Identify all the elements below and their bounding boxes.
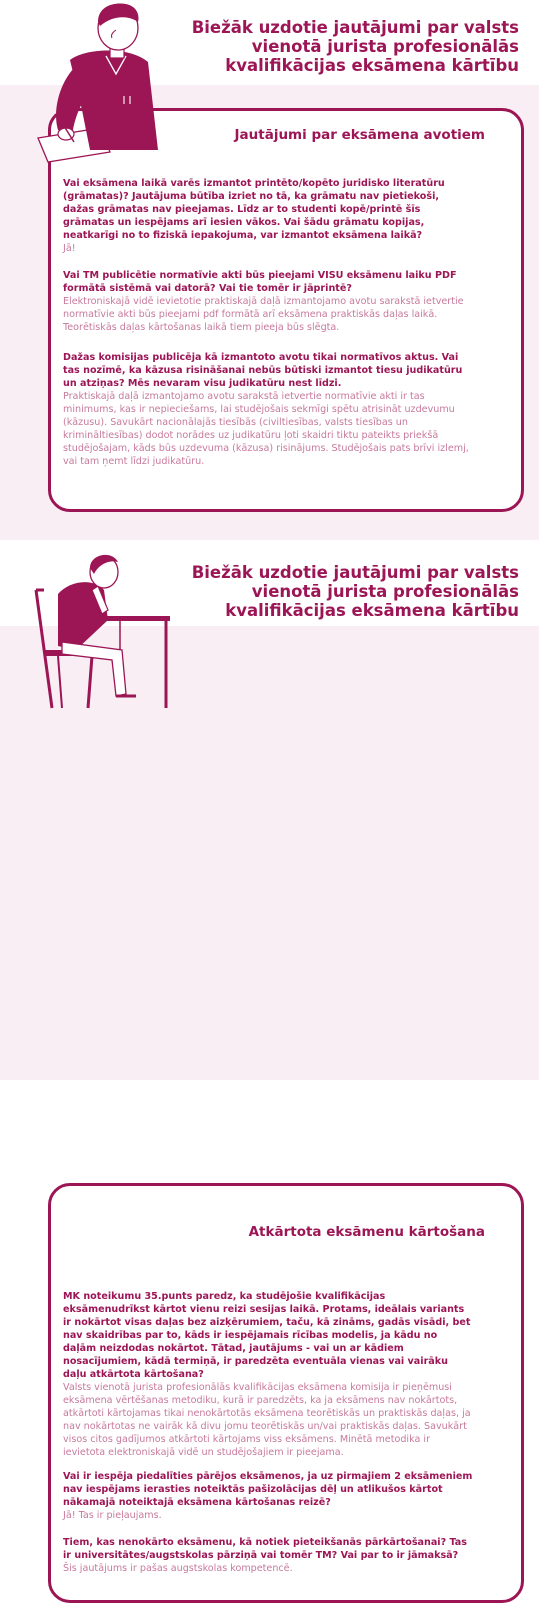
question-text: MK noteikumu 35.punts paredz, ka studējošie kvalifikācijas eksāmenudrīkst kārtot vienu reizi sesijas laikā. Protams, ideālais variants ir nokārtot visas daļas bez aizķērumiem, taču, kā zināms, gadās visādi, bet nav skaidrības par to, kāds ir iespējamais rīcības modelis, ja kādu no daļām neizdodas nokārtot. Tātad, jautājums - vai un ar kādiem nosacījumiem, kādā termiņā, ir paredzēta eventuāla vienas vai vairāku daļu atkārtota kārtošana?	[63, 1291, 471, 1380]
question-text: Vai eksāmena laikā varēs izmantot printēto/kopēto juridisko literatūru (grāmatas)? Jautājuma būtība izriet no tā, ka grāmatu nav pietiekoši, dažas grāmatas nav pieejamas. Līdz ar to studenti kopē/printē šīs grāmatas un iespējams arī iesien vākos. Vai šādu grāmatu kopijas, neatkarīgi no to fiziskā iepakojuma, var izmantot eksāmena laikā?	[63, 178, 445, 241]
question-text: Vai ir iespēja piedalīties pārējos eksāmenos, ja uz pirmajiem 2 eksāmeniem nav iespējams ierasties noteiktās pašizolācijas dēļ un atlikušos kārtot nākamajā noteiktajā eksāmena kārtošanas reizē?	[63, 1471, 473, 1508]
question-text: Tiem, kas nenokārto eksāmenu, kā notiek pieteikšanās pārkārtošanai? Tas ir universitātes/augstskolas pārziņā vai tomēr TM? Vai par to ir jāmaksā?	[63, 1537, 467, 1561]
card-title: Jautājumi par eksāmena avotiem	[234, 127, 485, 143]
heading-line: vienotā jurista profesionālās	[251, 37, 519, 56]
faq-item	[63, 177, 473, 255]
heading-line: kvalifikācijas eksāmena kārtību	[225, 56, 519, 75]
page-heading	[159, 563, 519, 620]
answer-text: Šis jautājums ir pašas augstskolas kompetencē.	[63, 1563, 293, 1574]
faq-item	[63, 351, 473, 468]
faq-card	[48, 108, 524, 512]
answer-text: Jā!	[63, 243, 76, 254]
faq-item	[63, 1470, 473, 1522]
answer-text: Praktiskajā daļā izmantojamo avotu sarakstā ietvertie normatīvie akti ir tas minimums, kas ir nepieciešams, lai studējošais sekmīgi spētu atrisināt uzdevumu (kāzusu). Savukārt nacionālajās tiesībās (civiltiesības, valsts tiesības un krimināltiesības) dodot norādes uz judikatūru ļoti skaidri tiktu pateikts priekšā studējošajam, kāds būs uzdevuma (kāzusa) risinājums. Studējošais pats brīvi izlemj, vai tam ņemt līdzi judikatūru.	[63, 391, 469, 467]
answer-text: Jā! Tas ir pieļaujams.	[63, 1510, 162, 1521]
student-at-desk-illustration	[22, 550, 172, 710]
question-text: Dažas komisijas publicēja kā izmantoto avotu tikai normatīvos aktus. Vai tas nozīmē, ka kāzusa risināšanai nebūs būtiski izmantot tiesu judikatūru un atziņas? Mēs nevaram visu judikatūru nest līdzi.	[63, 352, 463, 389]
faq-card	[48, 1183, 524, 1603]
answer-text: Valsts vienotā jurista profesionālās kvalifikācijas eksāmena komisija ir pieņēmusi eksāmena vērtēšanas metodiku, kurā ir paredzēts, ka ja eksāmens nav nokārtots, atkārtoti kārtojamas tikai nenokārtotās eksāmena teorētiskās un praktiskās daļas, ja nav nokārtotas ne vairāk kā divu jomu teorētiskās un/vai praktiskās daļas. Savukārt visos citos gadījumos atkārtoti kārtojams viss eksāmens. Minētā metodika ir ievietota elektroniskajā vidē un studējošajiem ir pieejama.	[63, 1382, 471, 1458]
man-writing-illustration	[30, 0, 170, 165]
heading-line: Biežāk uzdotie jautājumi par valsts	[191, 18, 519, 37]
faq-item	[63, 1536, 473, 1575]
question-text: Vai TM publicētie normatīvie akti būs pieejami VISU eksāmenu laiku PDF formātā sistēmā vai datorā? Vai tie tomēr ir jāprintē?	[63, 270, 457, 294]
card-title: Atkārtota eksāmenu kārtošana	[248, 1224, 485, 1240]
faq-item	[63, 1290, 473, 1459]
page-heading	[159, 18, 519, 75]
heading-line: kvalifikācijas eksāmena kārtību	[225, 601, 519, 620]
answer-text: Elektroniskajā vidē ievietotie praktiskajā daļā izmantojamo avotu sarakstā ietvertie normatīvie akti būs pieejami pdf formātā arī eksāmena praktiskās daļas laikā. Teorētiskās daļas kārtošanas laikā tiem pieeja būs slēgta.	[63, 296, 464, 333]
heading-line: Biežāk uzdotie jautājumi par valsts	[191, 563, 519, 582]
heading-line: vienotā jurista profesionālās	[251, 582, 519, 601]
faq-section-retake	[0, 540, 539, 1574]
faq-item	[63, 269, 473, 334]
faq-section-sources	[0, 0, 539, 540]
